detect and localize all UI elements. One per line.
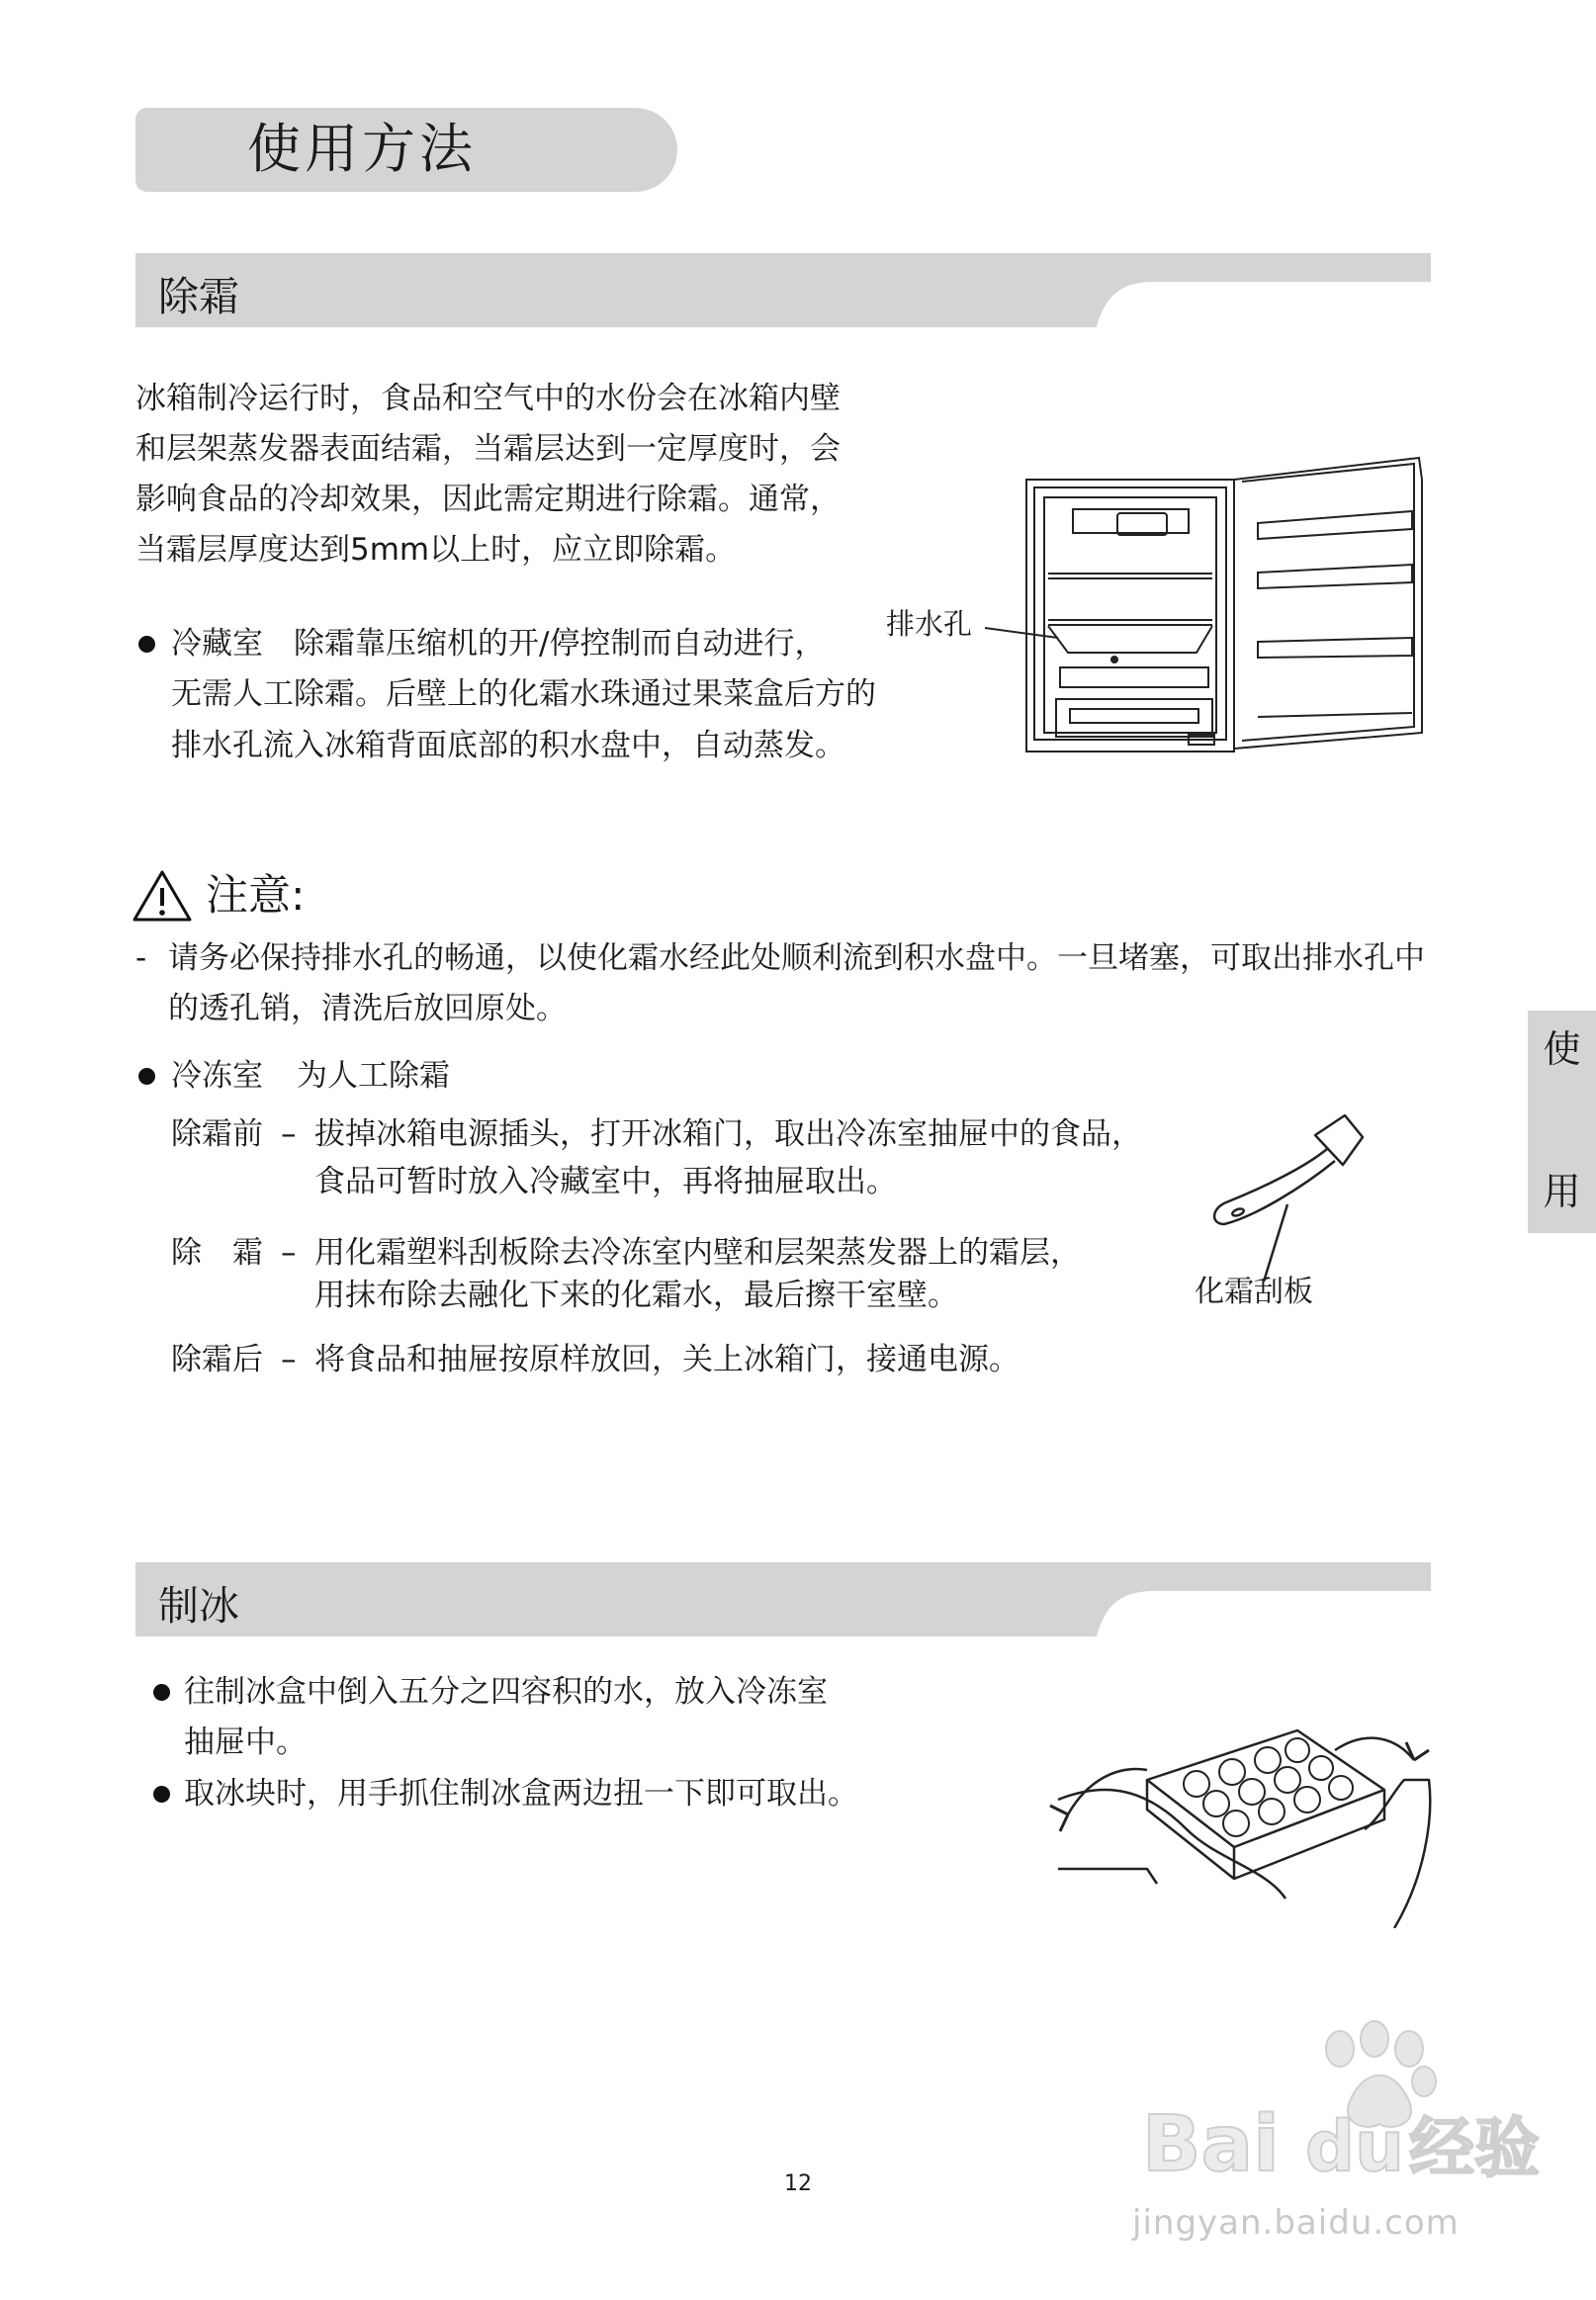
step-line: 拔掉冰箱电源插头，打开冰箱门，取出冷冻室抽屉中的食品， xyxy=(314,1116,1142,1152)
fridge-illustration xyxy=(979,440,1434,756)
bullet-dot xyxy=(153,1684,170,1701)
bullet-dot xyxy=(138,636,155,653)
ice-bullet-2: 取冰块时，用手抓住制冰盒两边扭一下即可取出。 xyxy=(184,1776,858,1812)
ice-tray-illustration xyxy=(1038,1721,1454,1928)
ice-bullet-1-line-2: 抽屉中。 xyxy=(184,1725,307,1760)
svg-text:经验: 经验 xyxy=(1409,2110,1540,2186)
side-tab-char-2: 用 xyxy=(1543,1170,1581,1213)
svg-text:Bai: Bai xyxy=(1142,2100,1280,2189)
baidu-watermark-logo xyxy=(1137,2007,1552,2195)
step-term: 除霜后 xyxy=(171,1342,263,1377)
fridge-line-1: 除霜靠压缩机的开/停控制而自动进行， xyxy=(294,626,826,662)
step-line: 食品可暂时放入冷藏室中，再将抽屉取出。 xyxy=(314,1164,897,1199)
step-line: 用抹布除去融化下来的化霜水，最后擦干室壁。 xyxy=(314,1278,958,1313)
step-line: 用化霜塑料刮板除去冷冻室内壁和层架蒸发器上的霜层， xyxy=(314,1235,1081,1271)
ice-heading-band xyxy=(135,1562,1431,1637)
step-line: 将食品和抽屉按原样放回，关上冰箱门，接通电源。 xyxy=(314,1342,1020,1377)
drain-hole-label: 排水孔 xyxy=(886,607,973,641)
bullet-dot xyxy=(153,1786,170,1803)
caution-title: 注意: xyxy=(206,871,306,921)
freezer-note: 为人工除霜 xyxy=(297,1058,450,1094)
defrost-heading-band xyxy=(135,253,1431,327)
intro-line-1: 冰箱制冷运行时，食品和空气中的水份会在冰箱内壁 xyxy=(135,381,841,416)
step-sep: – xyxy=(281,1116,297,1152)
caution-line-2: 的透孔销，清洗后放回原处。 xyxy=(168,991,567,1026)
caution-line-1: 请务必保持排水孔的畅通，以使化霜水经此处顺利流到积水盘中。一旦堵塞，可取出排水孔中 xyxy=(168,940,1425,976)
caution-dash: - xyxy=(135,940,147,976)
warning-triangle-icon xyxy=(131,868,194,924)
step-term: 除霜前 xyxy=(171,1116,263,1152)
step-term: 除 霜 xyxy=(171,1235,263,1271)
freezer-label: 冷冻室 xyxy=(171,1058,263,1094)
defrost-heading: 除霜 xyxy=(158,273,239,320)
ice-heading: 制冰 xyxy=(158,1582,239,1630)
watermark-url: jingyan.baidu.com xyxy=(1132,2203,1460,2243)
step-sep: – xyxy=(281,1342,297,1377)
fridge-label: 冷藏室 xyxy=(171,626,263,662)
intro-line-2: 和层架蒸发器表面结霜，当霜层达到一定厚度时，会 xyxy=(135,431,841,467)
bullet-dot xyxy=(138,1068,155,1085)
intro-line-4: 当霜层厚度达到5mm以上时，应立即除霜。 xyxy=(135,532,737,568)
svg-text:du: du xyxy=(1305,2106,1404,2187)
intro-line-3: 影响食品的冷却效果，因此需定期进行除霜。通常， xyxy=(135,482,841,517)
page-number: 12 xyxy=(784,2171,812,2196)
scraper-label: 化霜刮板 xyxy=(1195,1275,1313,1309)
side-tab-char-1: 使 xyxy=(1543,1027,1581,1071)
ice-bullet-1-line-1: 往制冰盒中倒入五分之四容积的水，放入冷冻室 xyxy=(184,1674,828,1710)
step-sep: – xyxy=(281,1235,297,1271)
fridge-line-2: 无需人工除霜。后壁上的化霜水珠通过果菜盒后方的 xyxy=(171,676,876,712)
page-title: 使用方法 xyxy=(247,118,477,180)
fridge-line-3: 排水孔流入冰箱背面底部的积水盘中，自动蒸发。 xyxy=(171,728,845,763)
